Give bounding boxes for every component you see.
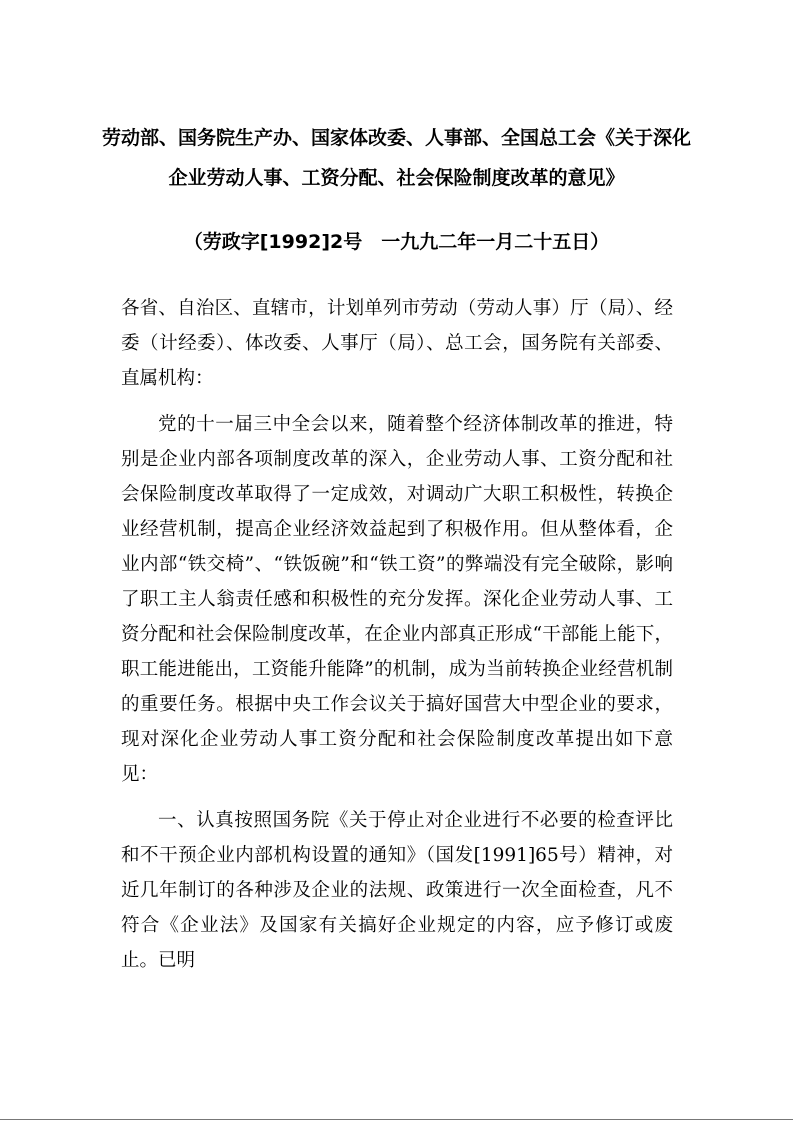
document-title: 劳动部、国务院生产办、国家体改委、人事部、全国总工会《关于深化企业劳动人事、工资分配、社会保险制度改革的意见》	[101, 127, 691, 189]
page-bottom-divider	[0, 1119, 793, 1120]
body-paragraph: 一、认真按照国务院《关于停止对企业进行不必要的检查评比和不干预企业内部机构设置的通知》（国发[1991]65号）精神，对近几年制订的各种涉及企业的法规、政策进行一次全面检查，凡不符合《企业法》及国家有关搞好企业规定的内容，应予修订或废止。已明	[121, 810, 673, 971]
document-reference: （劳政字[1992]2号 一九九二年一月二十五日）	[183, 231, 610, 253]
document-body	[121, 291, 673, 978]
addressee-paragraph: 各省、自治区、直辖市，计划单列市劳动（劳动人事）厅（局）、经委（计经委）、体改委、人事厅（局）、总工会，国务院有关部委、直属机构：	[121, 298, 673, 389]
body-paragraph: 党的十一届三中全会以来，随着整个经济体制改革的推进，特别是企业内部各项制度改革的深入，企业劳动人事、工资分配和社会保险制度改革取得了一定成效，对调动广大职工积极性，转换企业经营机制，提高企业经济效益起到了积极作用。但从整体看，企业内部“铁交椅”、“铁饭碗”和“铁工资”的弊端没有完全破除，影响了职工主人翁责任感和积极性的充分发挥。深化企业劳动人事、工资分配和社会保险制度改革，在企业内部真正形成“干部能上能下，职工能进能出，工资能升能降”的机制，成为当前转换企业经营机制的重要任务。根据中央工作会议关于搞好国营大中型企业的要求，现对深化企业劳动人事工资分配和社会保险制度改革提出如下意见：	[121, 414, 673, 785]
